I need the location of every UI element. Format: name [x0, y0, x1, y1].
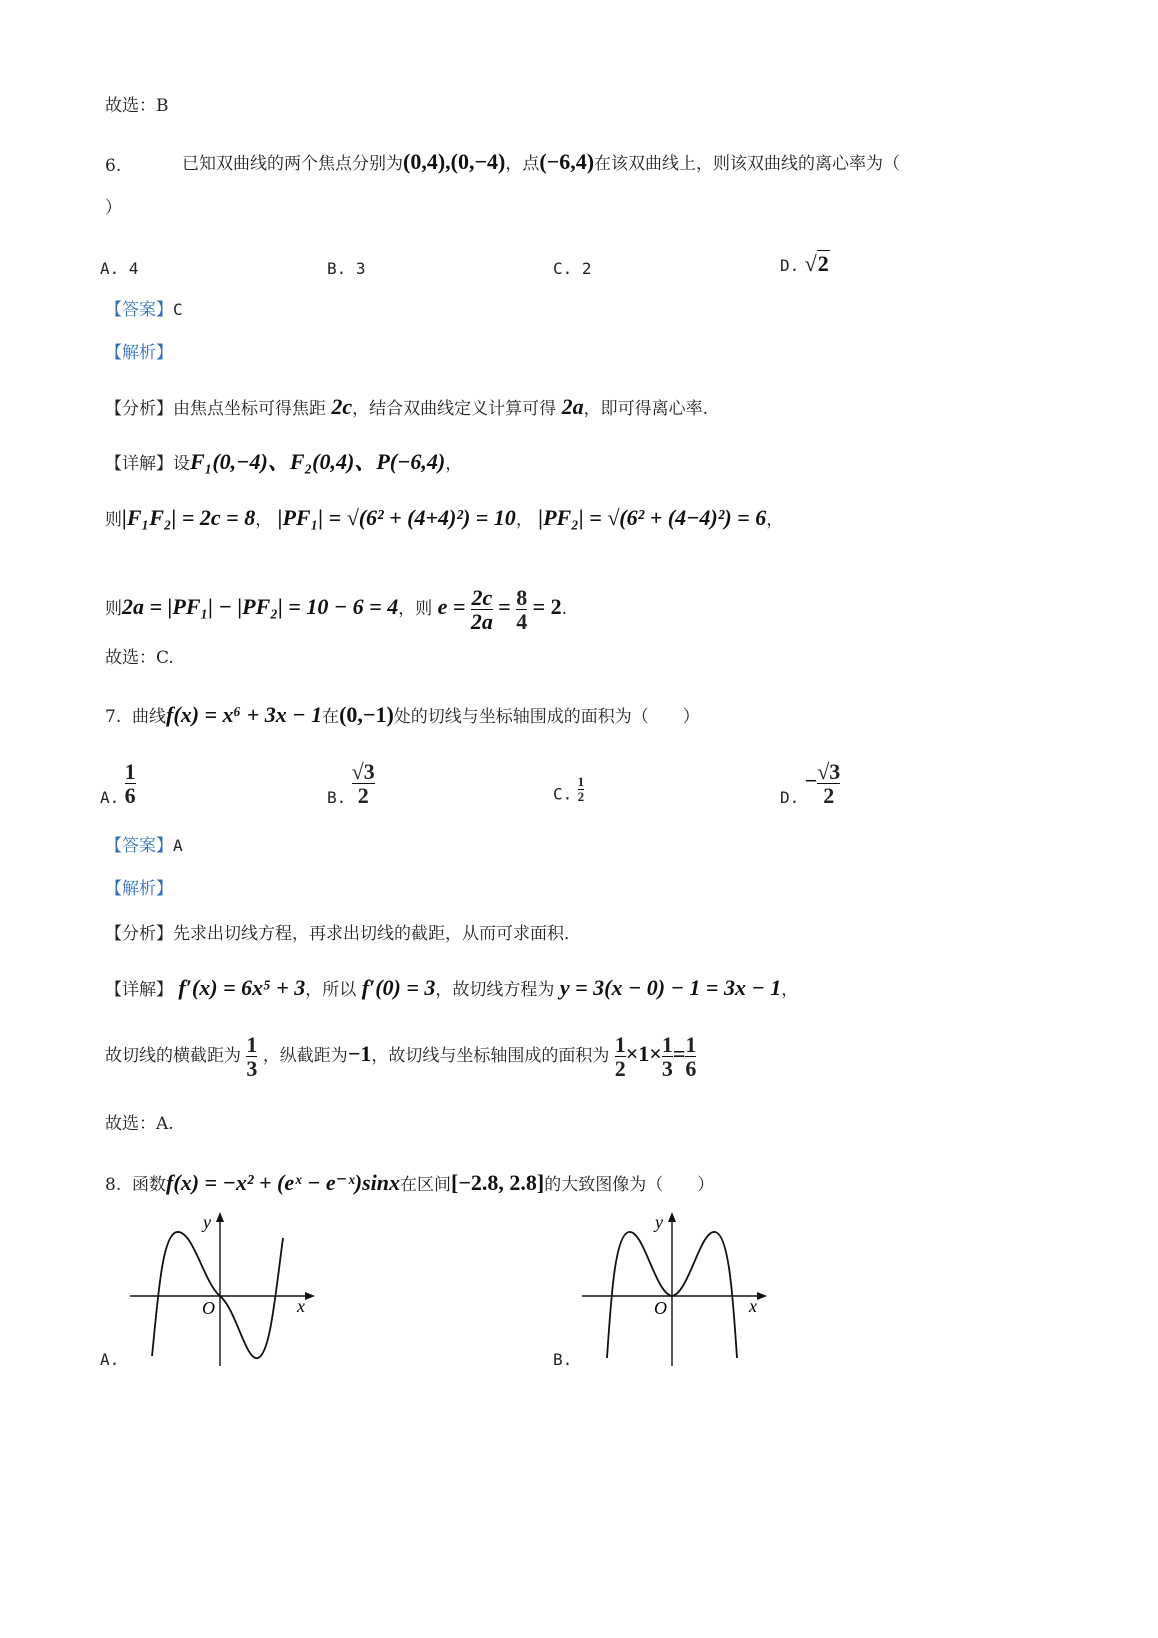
fenxi-text: 由焦点坐标可得焦距 — [173, 399, 326, 419]
option-letter: B. — [327, 788, 347, 808]
q6-detail: 【详解】设F₁(0,−4)、F₂(0,4)、P(−6,4)， — [105, 449, 463, 474]
q6-stem-pre: 已知双曲线的两个焦点分别为 — [182, 154, 403, 174]
x-axis-arrow — [305, 1292, 315, 1300]
q6-conclusion: 故选：C. — [105, 648, 174, 668]
fenxi-tag: 【分析】 — [105, 924, 173, 944]
detail-text: 则 — [105, 599, 122, 620]
fenxi-text: ，即可得离心率. — [583, 399, 708, 419]
q6-stem-post: 在该双曲线上，则该双曲线的离心率为（ — [594, 154, 901, 174]
q8-number: 8. — [105, 1175, 122, 1195]
q7-stem-pre: 曲线 — [132, 707, 167, 727]
q6-stem-close: ） — [105, 198, 122, 218]
q7-deriv: f′(x) = 6x⁵ + 3 — [178, 975, 306, 1000]
q7-yint: −1 — [347, 1041, 372, 1067]
option-letter: A. — [100, 259, 120, 278]
q8-option-a: A. — [100, 1350, 120, 1369]
q7-detail-row1: 【详解】 f′(x) = 6x⁵ + 3，所以 f′(0) = 3，故切线方程为 y = 3(x − 0) − 1 = 3x − 1， — [105, 975, 799, 1000]
x-label: x — [749, 1296, 757, 1316]
option-frac: $\frac{1}{6}$ — [124, 759, 136, 809]
q6-option-b — [327, 259, 366, 278]
q7-option-d: D. − $\frac{√3}{2}$ — [780, 759, 841, 809]
q7-option-c — [553, 775, 584, 803]
q6-option-c — [553, 259, 592, 278]
q8-stem — [105, 1172, 714, 1194]
q8-interval: [−2.8, 2.8] — [451, 1170, 545, 1195]
q7-option-a — [100, 760, 136, 807]
option-value: 2 — [581, 259, 592, 278]
x-label: x — [297, 1296, 305, 1316]
detail-text: 故切线的横截距为 — [105, 1046, 241, 1067]
option-letter: C. — [553, 784, 573, 804]
q7-deriv0: f′(0) = 3 — [361, 975, 436, 1000]
option-letter: B. — [327, 259, 347, 278]
q8-option-b: B. — [553, 1350, 573, 1369]
detail-text: 则 — [105, 510, 122, 530]
frac-1-2: $\frac{1}{2}$ — [614, 1032, 626, 1082]
detail-points: F₁(0,−4)、F₂(0,4)、P(−6,4) — [190, 449, 446, 474]
fenxi-text: ，结合双曲线定义计算可得 — [352, 399, 557, 419]
q8-graph-a — [125, 1208, 325, 1368]
y-label: y — [655, 1212, 663, 1232]
option-value: 4 — [128, 259, 139, 278]
q7-tangent: y = 3(x − 0) − 1 = 3x − 1 — [559, 975, 782, 1000]
q5-conclusion: 故选：B — [105, 96, 169, 116]
detail-tag: 【详解】 — [105, 454, 173, 474]
detail-text: ，则 — [398, 599, 433, 620]
q6-detail-eq-row1: 则|F₁F₂| = 2c = 8， |PF₁| = √(6² + (4+4)²) = 10， |PF₂| = √(6² + (4−4)²) = 6， — [105, 505, 784, 530]
detail-text: ，所以 — [305, 980, 357, 1000]
fenxi-tag: 【分析】 — [105, 399, 173, 419]
detail-text: 设 — [173, 454, 190, 474]
eq-pf2: |PF₂| = √(6² + (4−4)²) = 6 — [538, 505, 767, 530]
q6-option-a — [100, 259, 139, 278]
q6-detail-eq-row2: 则2a = |PF₁| − |PF₂| = 10 − 6 = 4，则 e = $\frac{2c}{2a}$ = $\frac{8}{4}$ = 2. — [105, 585, 568, 635]
q7-answer — [105, 838, 183, 855]
q6-foci: (0,4),(0,−4) — [403, 149, 506, 174]
option-letter: D. — [780, 256, 800, 275]
q7-func: f(x) = x⁶ + 3x − 1 — [166, 702, 323, 727]
y-axis-arrow — [668, 1212, 676, 1222]
q8-stem-mid: 在区间 — [400, 1175, 452, 1195]
q8-stem-pre: 函数 — [132, 1175, 167, 1195]
eq-2a: 2a = |PF₁| − |PF₂| = 10 − 6 = 4 — [122, 594, 399, 620]
curve-a — [152, 1232, 283, 1358]
q6-option-d — [780, 250, 830, 277]
q7-stem-post: 处的切线与坐标轴围成的面积为（ ） — [393, 707, 700, 727]
q6-answer — [105, 302, 183, 319]
q6-number: 6. — [105, 156, 122, 176]
q7-stem — [105, 704, 700, 726]
option-letter: D. — [780, 788, 800, 808]
q7-point: (0,−1) — [339, 702, 394, 727]
q7-conclusion: 故选：A. — [105, 1114, 174, 1134]
fenxi-2c: 2c — [331, 394, 353, 419]
frac-1-3: $\frac{1}{3}$ — [661, 1032, 673, 1082]
q7-stem-mid: 在 — [322, 707, 340, 727]
frac-1-6: $\frac{1}{6}$ — [685, 1032, 697, 1082]
detail-text: ，故切线与坐标轴围成的面积为 — [371, 1046, 610, 1067]
eq-pf1: |PF₁| = √(6² + (4+4)²) = 10 — [277, 505, 516, 530]
eq-f1f2: |F₁F₂| = 2c = 8 — [122, 505, 256, 530]
q7-option-b — [327, 760, 375, 807]
q8-stem-post: 的大致图像为（ ） — [544, 1175, 715, 1195]
answer-value: C — [173, 300, 183, 319]
frac-2c-2a: $\frac{2c}{2a}$ — [470, 585, 493, 635]
fenxi-text: 先求出切线方程，再求出切线的截距，从而可求面积． — [173, 924, 581, 944]
q6-fenxi — [105, 396, 708, 418]
q6-analysis-tag: 【解析】 — [105, 343, 173, 363]
q8-func: f(x) = −x² + (eˣ − e⁻ˣ)sinx — [166, 1170, 401, 1195]
answer-tag: 【答案】 — [105, 836, 173, 856]
sqrt-sign: √ — [804, 251, 817, 276]
origin-label: O — [202, 1298, 215, 1318]
q7-analysis-tag: 【解析】 — [105, 879, 173, 899]
q6-stem-mid: ，点 — [505, 154, 540, 174]
option-letter: A. — [100, 788, 120, 808]
option-value: 2 — [817, 251, 829, 276]
y-axis-arrow — [216, 1212, 224, 1222]
frac-1-3: $\frac{1}{3}$ — [246, 1032, 258, 1082]
option-frac: $\frac{√3}{2}$ — [817, 759, 841, 809]
q7-fenxi — [105, 926, 581, 943]
x-axis-arrow — [757, 1292, 767, 1300]
frac-8-4: $\frac{8}{4}$ — [516, 585, 528, 635]
detail-text: ，纵截距为 — [262, 1046, 348, 1067]
q6-point: (−6,4) — [539, 149, 595, 174]
q6-stem — [182, 149, 900, 175]
eq-e: e = — [437, 594, 466, 620]
q7-number: 7. — [105, 707, 122, 727]
origin-label: O — [654, 1298, 667, 1318]
q8-graph-b — [577, 1208, 777, 1368]
option-letter: C. — [553, 259, 573, 278]
detail-tag: 【详解】 — [105, 980, 173, 1000]
answer-value: A — [173, 836, 183, 855]
option-frac: $\frac{1}{2}$ — [577, 774, 585, 804]
y-label: y — [203, 1212, 211, 1232]
option-frac: $\frac{√3}{2}$ — [351, 759, 375, 809]
option-value: 3 — [355, 259, 366, 278]
detail-text: ，故切线方程为 — [435, 980, 555, 1000]
fenxi-2a: 2a — [561, 394, 584, 419]
q7-detail-row2: 故切线的横截距为 $\frac{1}{3}$ ，纵截距为−1，故切线与坐标轴围成的面积为 $\frac{1}{2}$ ×1× $\frac{1}{3}$ = $\frac{1}{6}$ — [105, 1032, 697, 1082]
answer-tag: 【答案】 — [105, 300, 173, 320]
